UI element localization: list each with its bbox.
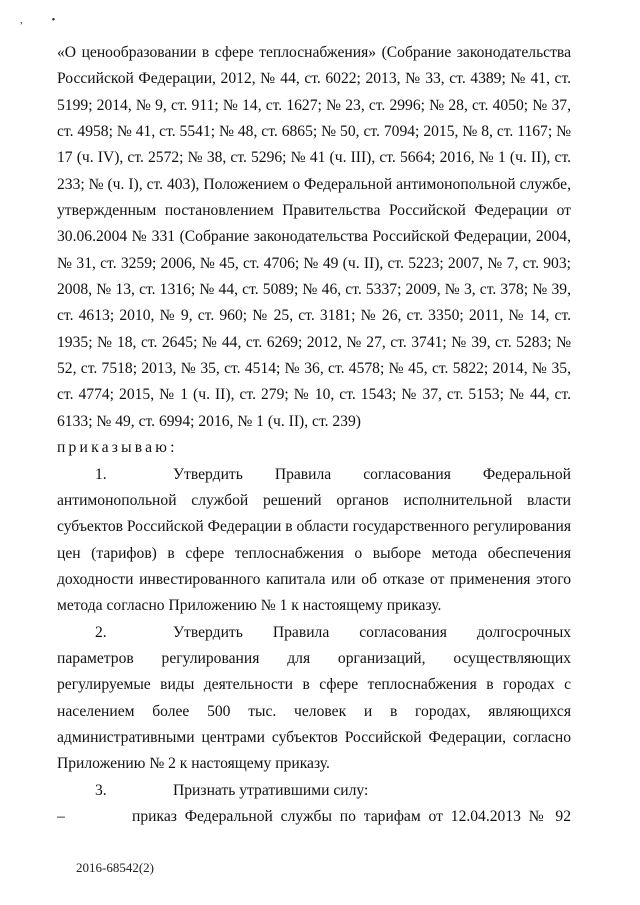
dash-marker: – bbox=[57, 807, 65, 825]
scan-mark: • bbox=[51, 14, 56, 26]
item-number: 1. bbox=[95, 465, 107, 483]
page-marks bbox=[20, 14, 81, 26]
list-item bbox=[57, 462, 571, 620]
item-number: 2. bbox=[95, 623, 107, 641]
document-body bbox=[57, 40, 571, 830]
order-word: приказываю: bbox=[57, 439, 178, 457]
item-text: Утвердить Правила согласования долгосрочных параметров регулирования для организаций, осуществляющих регулируемые виды деятельности в сфере теплоснабжения в городах с населением более 500 тыс. человек и в городах, являющихся административными центрами субъектов Российской Федерации, согласно Приложению № 2 к настоящему приказу. bbox=[57, 623, 571, 773]
dash-item-text: приказ Федеральной службы по тарифам от 12.04.2013 № 92 bbox=[132, 807, 571, 825]
item-text: Утвердить Правила согласования Федеральной антимонопольной службой решений органов исполнительной власти субъектов Российской Федерации в области государственного регулирования цен (тарифов) в сфере теплоснабжения о выборе метода обеспечения доходности инвестированного капитала или об отказе от применения этого метода согласно Приложению № 1 к настоящему приказу. bbox=[57, 465, 571, 615]
document-code: 2016-68542(2) bbox=[76, 860, 154, 875]
dash-list-item bbox=[57, 804, 571, 830]
scan-mark: , bbox=[20, 14, 23, 26]
item-number: 3. bbox=[95, 781, 107, 799]
intro-paragraph: «О ценообразовании в сфере теплоснабжения» (Собрание законодательства Российской Федерации, 2012, № 44, ст. 6022; 2013, № 33, ст. 4389; № 41, ст. 5199; 2014, № 9, ст. 911; № 14, ст. 1627; № 23, ст. 2996; № 28, ст. 4050; № 37, ст. 4958; № 41, ст. 5541; № 48, ст. 6865; № 50, ст. 7094; 2015, № 8, ст. 1167; № 17 (ч. IV), ст. 2572; № 38, ст. 5296; № 41 (ч. III), ст. 5664; 2016, № 1 (ч. II), ст. 233; № (ч. I), ст. 403), Положением о Федеральной антимонопольной службе, утвержденным постановлением Правительства Российской Федерации от 30.06.2004 № 331 (Собрание законодательства Российской Федерации, 2004, № 31, ст. 3259; 2006, № 45, ст. 4706; № 49 (ч. II), ст. 5223; 2007, № 7, ст. 903; 2008, № 13, ст. 1316; № 44, ст. 5089; № 46, ст. 5337; 2009, № 3, ст. 378; № 39, ст. 4613; 2010, № 9, ст. 960; № 25, ст. 3181; № 26, ст. 3350; 2011, № 14, ст. 1935; № 18, ст. 2645; № 44, ст. 6269; 2012, № 27, ст. 3741; № 39, ст. 5283; № 52, ст. 7518; 2013, № 35, ст. 4514; № 36, ст. 4578; № 45, ст. 5822; 2014, № 35, ст. 4774; 2015, № 1 (ч. II), ст. 279; № 10, ст. 1543; № 37, ст. 5153; № 44, ст. 6133; № 49, ст. 6994; 2016, № 1 (ч. II), ст. 239) bbox=[57, 44, 571, 430]
list-item bbox=[57, 778, 571, 804]
list-item bbox=[57, 620, 571, 778]
item-text: Признать утратившими силу: bbox=[173, 781, 369, 799]
